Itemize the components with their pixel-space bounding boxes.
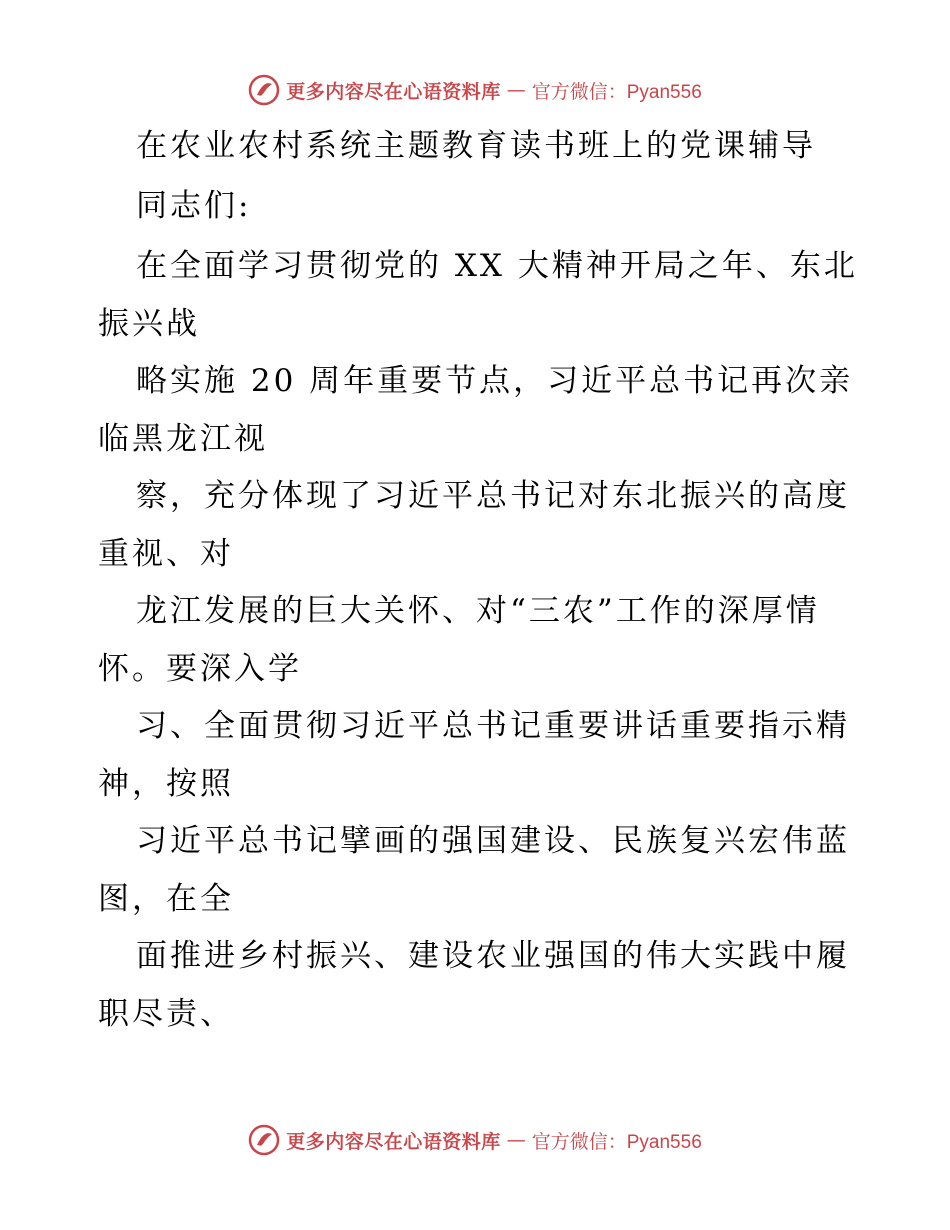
watermark-main-text: 更多内容尽在心语资料库	[286, 1130, 501, 1153]
paragraph-line: 重视、对	[98, 536, 234, 572]
brand-logo-icon	[248, 1124, 280, 1156]
paragraph-line: 习近平总书记擘画的强国建设、民族复兴宏伟蓝	[136, 823, 850, 859]
watermark-separator: —	[506, 79, 526, 101]
watermark-separator: —	[506, 1129, 526, 1151]
paragraph-line: 略实施 20 周年重要节点，习近平总书记再次亲	[136, 363, 854, 399]
watermark-wechat-id: 官方微信：Pyan556	[531, 1131, 702, 1153]
paragraph-line: 职尽责、	[98, 996, 234, 1032]
paragraph-line: 龙江发展的巨大关怀、对“三农”工作的深厚情	[136, 593, 820, 629]
header-watermark	[0, 70, 950, 110]
paragraph-line: 察，充分体现了习近平总书记对东北振兴的高度	[136, 478, 850, 514]
paragraph-line: 习、全面贯彻习近平总书记重要讲话重要指示精	[136, 708, 850, 744]
watermark-main-text: 更多内容尽在心语资料库	[286, 80, 501, 103]
paragraph-line: 面推进乡村振兴、建设农业强国的伟大实践中履	[136, 938, 850, 974]
watermark-wechat-id: 官方微信：Pyan556	[531, 81, 702, 103]
paragraph-line: 神，按照	[98, 766, 234, 802]
footer-watermark	[0, 1120, 950, 1160]
brand-logo-icon	[248, 74, 280, 106]
document-title: 在农业农村系统主题教育读书班上的党课辅导	[136, 128, 816, 164]
paragraph-line: 振兴战	[98, 306, 200, 342]
paragraph-line: 图，在全	[98, 881, 234, 917]
paragraph-line: 怀。要深入学	[98, 651, 302, 687]
paragraph-line: 在全面学习贯彻党的 XX 大精神开局之年、东北	[136, 248, 858, 284]
salutation: 同志们:	[136, 188, 252, 224]
paragraph-line: 临黑龙江视	[98, 421, 268, 457]
